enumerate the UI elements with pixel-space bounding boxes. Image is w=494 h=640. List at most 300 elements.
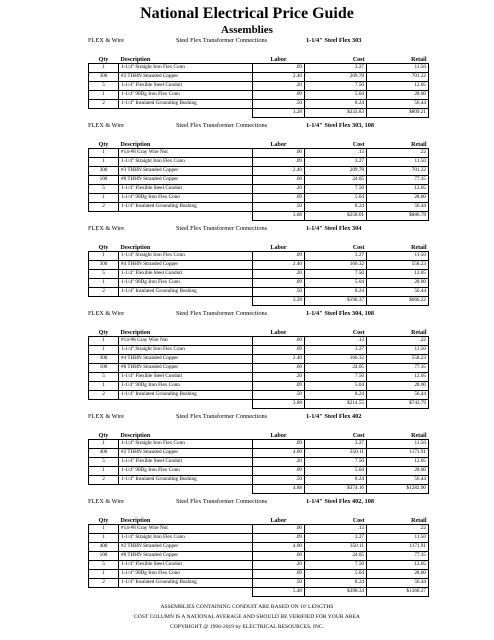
labor-cell: .09 bbox=[253, 570, 305, 579]
table-row bbox=[89, 64, 429, 73]
column-header-labor: Labor bbox=[270, 142, 287, 148]
labor-cell: .00 bbox=[253, 525, 305, 534]
labor-cell: 2.40 bbox=[253, 167, 305, 176]
column-header-retail: Retail bbox=[411, 57, 427, 63]
cost-cell: 7.50 bbox=[305, 82, 367, 91]
total-cost-cell: $398.34 bbox=[305, 588, 367, 597]
labor-cell: .20 bbox=[253, 458, 305, 467]
assembly-table bbox=[88, 53, 429, 118]
table-header-row bbox=[89, 241, 429, 252]
table-row bbox=[89, 458, 429, 467]
cost-cell: 8.24 bbox=[305, 391, 367, 400]
description-cell: #14-#8 Gray Wire Nut bbox=[119, 337, 253, 346]
footer-line-2: COST COLUMN IS A NATIONAL AVERAGE AND SHOULD BE VERIFIED FOR YOUR AREA bbox=[134, 614, 360, 620]
section-name: 1-1/4" Steel Flex 303 bbox=[306, 37, 362, 44]
section-description: Steel Flex Transformer Connections bbox=[176, 310, 268, 317]
section-header bbox=[88, 498, 408, 509]
cost-cell: 5.04 bbox=[305, 91, 367, 100]
retail-cell: 12.05 bbox=[367, 561, 429, 570]
qty-cell: 1 bbox=[89, 91, 119, 100]
retail-cell: 11.50 bbox=[367, 346, 429, 355]
total-row bbox=[89, 485, 429, 494]
column-header-labor: Labor bbox=[270, 57, 287, 63]
table-row bbox=[89, 449, 429, 458]
table-row bbox=[89, 270, 429, 279]
qty-cell: 100 bbox=[89, 364, 119, 373]
retail-cell: 11.50 bbox=[367, 440, 429, 449]
cost-cell: 24.05 bbox=[305, 552, 367, 561]
description-cell: #3 THHN Stranded Copper bbox=[119, 167, 253, 176]
retail-cell: 12.05 bbox=[367, 82, 429, 91]
cost-cell: 350.11 bbox=[305, 449, 367, 458]
retail-cell: 11.50 bbox=[367, 252, 429, 261]
labor-cell: 4.00 bbox=[253, 543, 305, 552]
column-header-cost: Cost bbox=[352, 518, 365, 524]
table-row bbox=[89, 82, 429, 91]
description-cell: 1-1/4" Insulated Grounding Bushing bbox=[119, 476, 253, 485]
total-cost-cell: $214.55 bbox=[305, 400, 367, 409]
page-subtitle: Assemblies bbox=[221, 24, 273, 36]
total-cost-cell: $374.16 bbox=[305, 485, 367, 494]
section-name: 1-1/4" Steel Flex 304, 108 bbox=[306, 310, 375, 317]
retail-cell: 11.50 bbox=[367, 534, 429, 543]
total-row bbox=[89, 212, 429, 221]
qty-cell: 300 bbox=[89, 167, 119, 176]
description-cell: #4 THHN Stranded Copper bbox=[119, 261, 253, 270]
column-header-retail: Retail bbox=[411, 518, 427, 524]
blank-cell bbox=[89, 297, 119, 306]
labor-cell: .09 bbox=[253, 440, 305, 449]
cost-cell: 24.05 bbox=[305, 176, 367, 185]
cost-cell: 7.50 bbox=[305, 185, 367, 194]
blank-cell bbox=[119, 212, 253, 221]
description-cell: #8 THHN Stranded Copper bbox=[119, 364, 253, 373]
total-retail-cell: $809.21 bbox=[367, 109, 429, 118]
description-cell: 1-1/4" Straight Iron Flex Conn bbox=[119, 64, 253, 73]
cost-cell: 5.04 bbox=[305, 570, 367, 579]
retail-cell: 56.44 bbox=[367, 579, 429, 588]
cost-cell: 3.27 bbox=[305, 534, 367, 543]
retail-cell: 701.22 bbox=[367, 167, 429, 176]
qty-cell: 400 bbox=[89, 543, 119, 552]
qty-cell: 1 bbox=[89, 570, 119, 579]
total-retail-cell: $886.78 bbox=[367, 212, 429, 221]
description-cell: 1-1/4" Flexible Steel Conduit bbox=[119, 270, 253, 279]
retail-cell: 558.23 bbox=[367, 355, 429, 364]
description-cell: 1-1/4" Insulated Grounding Bushing bbox=[119, 203, 253, 212]
qty-cell: 2 bbox=[89, 203, 119, 212]
retail-cell: 28.00 bbox=[367, 91, 429, 100]
blank-cell bbox=[119, 588, 253, 597]
table-row bbox=[89, 337, 429, 346]
description-cell: 1-1/4" Insulated Grounding Bushing bbox=[119, 100, 253, 109]
table-row bbox=[89, 158, 429, 167]
qty-cell: 1 bbox=[89, 252, 119, 261]
qty-cell: 1 bbox=[89, 382, 119, 391]
table-row bbox=[89, 570, 429, 579]
column-header-qty: Qty bbox=[98, 518, 109, 524]
labor-cell: .09 bbox=[253, 382, 305, 391]
description-cell: #14-#8 Gray Wire Nut bbox=[119, 149, 253, 158]
total-row bbox=[89, 297, 429, 306]
table-row bbox=[89, 261, 429, 270]
section-name: 1-1/4" Steel Flex 304 bbox=[306, 225, 362, 232]
retail-cell: 77.35 bbox=[367, 176, 429, 185]
labor-cell: .09 bbox=[253, 64, 305, 73]
description-cell: 1-1/4" Flexible Steel Conduit bbox=[119, 561, 253, 570]
assembly-table bbox=[88, 241, 429, 306]
retail-cell: 28.00 bbox=[367, 382, 429, 391]
section-description: Steel Flex Transformer Connections bbox=[176, 37, 268, 44]
section-description: Steel Flex Transformer Connections bbox=[176, 498, 268, 505]
total-retail-cell: $666.22 bbox=[367, 297, 429, 306]
blank-cell bbox=[89, 109, 119, 118]
labor-cell: .09 bbox=[253, 91, 305, 100]
description-cell: 1-1/4" 90Dg Iron Flex Conn bbox=[119, 570, 253, 579]
table-row bbox=[89, 561, 429, 570]
column-header-cost: Cost bbox=[352, 142, 365, 148]
total-row bbox=[89, 109, 429, 118]
total-labor-cell: 3.28 bbox=[253, 297, 305, 306]
assembly-table bbox=[88, 514, 429, 597]
footer-line-1: ASSEMBLIES CONTAINING CONDUIT ARE BASED ON 10' LENGTHS bbox=[160, 604, 334, 610]
qty-cell: 1 bbox=[89, 467, 119, 476]
column-header-labor: Labor bbox=[270, 245, 287, 251]
column-header-cost: Cost bbox=[352, 330, 365, 336]
column-header-retail: Retail bbox=[411, 142, 427, 148]
cost-cell: 7.50 bbox=[305, 270, 367, 279]
cost-cell: 8.24 bbox=[305, 579, 367, 588]
blank-cell bbox=[89, 588, 119, 597]
description-cell: #14-#8 Gray Wire Nut bbox=[119, 525, 253, 534]
cost-cell: 3.27 bbox=[305, 158, 367, 167]
description-cell: #2 THHN Stranded Copper bbox=[119, 543, 253, 552]
qty-cell: 5 bbox=[89, 458, 119, 467]
qty-cell: 1 bbox=[89, 525, 119, 534]
retail-cell: 1171.91 bbox=[367, 449, 429, 458]
column-header-labor: Labor bbox=[270, 330, 287, 336]
cost-cell: 166.32 bbox=[305, 261, 367, 270]
blank-cell bbox=[89, 212, 119, 221]
table-row bbox=[89, 252, 429, 261]
description-cell: 1-1/4" 90Dg Iron Flex Conn bbox=[119, 279, 253, 288]
cost-cell: 7.50 bbox=[305, 373, 367, 382]
table-row bbox=[89, 382, 429, 391]
table-row bbox=[89, 194, 429, 203]
section-header bbox=[88, 310, 408, 321]
table-header-row bbox=[89, 138, 429, 149]
qty-cell: 1 bbox=[89, 194, 119, 203]
qty-cell: 2 bbox=[89, 100, 119, 109]
labor-cell: .50 bbox=[253, 391, 305, 400]
section-category: FLEX & Wire bbox=[88, 310, 125, 317]
table-header-row bbox=[89, 326, 429, 337]
total-retail-cell: $1360.27 bbox=[367, 588, 429, 597]
section-description: Steel Flex Transformer Connections bbox=[176, 122, 268, 129]
labor-cell: .20 bbox=[253, 270, 305, 279]
column-header-labor: Labor bbox=[270, 433, 287, 439]
column-header-retail: Retail bbox=[411, 433, 427, 439]
description-cell: #8 THHN Stranded Copper bbox=[119, 552, 253, 561]
qty-cell: 1 bbox=[89, 337, 119, 346]
section-category: FLEX & Wire bbox=[88, 122, 125, 129]
table-row bbox=[89, 476, 429, 485]
column-header-labor: Labor bbox=[270, 518, 287, 524]
retail-cell: 56.44 bbox=[367, 100, 429, 109]
section-category: FLEX & Wire bbox=[88, 225, 125, 232]
section-description: Steel Flex Transformer Connections bbox=[176, 413, 268, 420]
retail-cell: 558.23 bbox=[367, 261, 429, 270]
labor-cell: .09 bbox=[253, 158, 305, 167]
labor-cell: .09 bbox=[253, 467, 305, 476]
total-labor-cell: 5.48 bbox=[253, 588, 305, 597]
column-header-cost: Cost bbox=[352, 433, 365, 439]
retail-cell: 12.05 bbox=[367, 373, 429, 382]
labor-cell: .20 bbox=[253, 373, 305, 382]
total-row bbox=[89, 400, 429, 409]
column-header-cost: Cost bbox=[352, 245, 365, 251]
retail-cell: 12.05 bbox=[367, 270, 429, 279]
cost-cell: 5.04 bbox=[305, 194, 367, 203]
labor-cell: .20 bbox=[253, 185, 305, 194]
labor-cell: .09 bbox=[253, 346, 305, 355]
description-cell: 1-1/4" 90Dg Iron Flex Conn bbox=[119, 467, 253, 476]
cost-cell: .13 bbox=[305, 337, 367, 346]
section-header bbox=[88, 37, 408, 48]
cost-cell: 166.32 bbox=[305, 355, 367, 364]
description-cell: 1-1/4" Flexible Steel Conduit bbox=[119, 458, 253, 467]
labor-cell: .50 bbox=[253, 579, 305, 588]
column-header-desc: Description bbox=[120, 245, 151, 251]
cost-cell: 8.24 bbox=[305, 100, 367, 109]
table-header-row bbox=[89, 429, 429, 440]
footer-line-3: COPYRIGHT @ 1996-2019 by ELECTRICAL RESOURCES, INC. bbox=[169, 624, 324, 630]
cost-cell: 8.24 bbox=[305, 288, 367, 297]
qty-cell: 2 bbox=[89, 288, 119, 297]
table-row bbox=[89, 543, 429, 552]
qty-cell: 100 bbox=[89, 176, 119, 185]
qty-cell: 400 bbox=[89, 449, 119, 458]
description-cell: 1-1/4" Flexible Steel Conduit bbox=[119, 373, 253, 382]
qty-cell: 300 bbox=[89, 355, 119, 364]
table-row bbox=[89, 203, 429, 212]
labor-cell: .50 bbox=[253, 288, 305, 297]
cost-cell: .13 bbox=[305, 149, 367, 158]
qty-cell: 1 bbox=[89, 440, 119, 449]
cost-cell: 24.05 bbox=[305, 364, 367, 373]
total-cost-cell: $258.01 bbox=[305, 212, 367, 221]
qty-cell: 2 bbox=[89, 579, 119, 588]
cost-cell: 209.78 bbox=[305, 167, 367, 176]
labor-cell: .50 bbox=[253, 203, 305, 212]
qty-cell: 1 bbox=[89, 64, 119, 73]
table-header-row bbox=[89, 514, 429, 525]
column-header-retail: Retail bbox=[411, 330, 427, 336]
labor-cell: .50 bbox=[253, 476, 305, 485]
assembly-table bbox=[88, 326, 429, 409]
blank-cell bbox=[119, 485, 253, 494]
table-row bbox=[89, 346, 429, 355]
description-cell: 1-1/4" Straight Iron Flex Conn bbox=[119, 158, 253, 167]
labor-cell: 2.40 bbox=[253, 73, 305, 82]
table-row bbox=[89, 552, 429, 561]
cost-cell: 3.27 bbox=[305, 440, 367, 449]
column-header-qty: Qty bbox=[98, 330, 109, 336]
description-cell: 1-1/4" Flexible Steel Conduit bbox=[119, 82, 253, 91]
description-cell: 1-1/4" Insulated Grounding Bushing bbox=[119, 288, 253, 297]
description-cell: 1-1/4" Straight Iron Flex Conn bbox=[119, 440, 253, 449]
section-category: FLEX & Wire bbox=[88, 413, 125, 420]
retail-cell: 12.05 bbox=[367, 458, 429, 467]
assembly-sections bbox=[88, 37, 427, 601]
table-row bbox=[89, 100, 429, 109]
column-header-qty: Qty bbox=[98, 142, 109, 148]
total-cost-cell: $233.83 bbox=[305, 109, 367, 118]
qty-cell: 100 bbox=[89, 552, 119, 561]
qty-cell: 5 bbox=[89, 270, 119, 279]
retail-cell: 56.44 bbox=[367, 476, 429, 485]
labor-cell: .09 bbox=[253, 194, 305, 203]
blank-cell bbox=[119, 109, 253, 118]
retail-cell: 28.00 bbox=[367, 570, 429, 579]
labor-cell: .60 bbox=[253, 364, 305, 373]
total-labor-cell: 4.88 bbox=[253, 485, 305, 494]
labor-cell: .50 bbox=[253, 100, 305, 109]
cost-cell: 5.04 bbox=[305, 382, 367, 391]
qty-cell: 5 bbox=[89, 185, 119, 194]
cost-cell: 3.27 bbox=[305, 64, 367, 73]
labor-cell: .09 bbox=[253, 534, 305, 543]
column-header-desc: Description bbox=[120, 142, 151, 148]
labor-cell: .20 bbox=[253, 561, 305, 570]
retail-cell: 1171.91 bbox=[367, 543, 429, 552]
labor-cell: .60 bbox=[253, 176, 305, 185]
table-row bbox=[89, 176, 429, 185]
table-row bbox=[89, 279, 429, 288]
description-cell: 1-1/4" 90Dg Iron Flex Conn bbox=[119, 91, 253, 100]
table-row bbox=[89, 373, 429, 382]
qty-cell: 1 bbox=[89, 279, 119, 288]
cost-cell: 8.24 bbox=[305, 203, 367, 212]
section-description: Steel Flex Transformer Connections bbox=[176, 225, 268, 232]
column-header-desc: Description bbox=[120, 518, 151, 524]
table-row bbox=[89, 167, 429, 176]
table-row bbox=[89, 579, 429, 588]
total-cost-cell: $190.37 bbox=[305, 297, 367, 306]
retail-cell: .22 bbox=[367, 525, 429, 534]
description-cell: #8 THHN Stranded Copper bbox=[119, 176, 253, 185]
cost-cell: 209.78 bbox=[305, 73, 367, 82]
qty-cell: 5 bbox=[89, 373, 119, 382]
retail-cell: 701.22 bbox=[367, 73, 429, 82]
retail-cell: .22 bbox=[367, 149, 429, 158]
retail-cell: .22 bbox=[367, 337, 429, 346]
description-cell: 1-1/4" Flexible Steel Conduit bbox=[119, 185, 253, 194]
retail-cell: 56.44 bbox=[367, 203, 429, 212]
total-labor-cell: 3.88 bbox=[253, 212, 305, 221]
qty-cell: 5 bbox=[89, 82, 119, 91]
qty-cell: 300 bbox=[89, 261, 119, 270]
section-name: 1-1/4" Steel Flex 402, 108 bbox=[306, 498, 375, 505]
retail-cell: 77.35 bbox=[367, 364, 429, 373]
qty-cell: 1 bbox=[89, 534, 119, 543]
labor-cell: .00 bbox=[253, 337, 305, 346]
column-header-qty: Qty bbox=[98, 57, 109, 63]
column-header-desc: Description bbox=[120, 433, 151, 439]
column-header-desc: Description bbox=[120, 57, 151, 63]
section-category: FLEX & Wire bbox=[88, 37, 125, 44]
qty-cell: 1 bbox=[89, 346, 119, 355]
labor-cell: 2.40 bbox=[253, 355, 305, 364]
table-row bbox=[89, 149, 429, 158]
labor-cell: .60 bbox=[253, 552, 305, 561]
description-cell: #4 THHN Stranded Copper bbox=[119, 355, 253, 364]
table-row bbox=[89, 288, 429, 297]
qty-cell: 2 bbox=[89, 476, 119, 485]
table-row bbox=[89, 534, 429, 543]
table-header-row bbox=[89, 53, 429, 64]
section-name: 1-1/4" Steel Flex 402 bbox=[306, 413, 362, 420]
column-header-qty: Qty bbox=[98, 245, 109, 251]
description-cell: 1-1/4" 90Dg Iron Flex Conn bbox=[119, 382, 253, 391]
blank-cell bbox=[119, 400, 253, 409]
table-row bbox=[89, 185, 429, 194]
total-retail-cell: $1282.90 bbox=[367, 485, 429, 494]
cost-cell: 5.04 bbox=[305, 279, 367, 288]
cost-cell: 8.24 bbox=[305, 476, 367, 485]
cost-cell: .13 bbox=[305, 525, 367, 534]
blank-cell bbox=[119, 297, 253, 306]
table-row bbox=[89, 467, 429, 476]
cost-cell: 350.11 bbox=[305, 543, 367, 552]
qty-cell: 5 bbox=[89, 561, 119, 570]
section-header bbox=[88, 122, 408, 133]
table-row bbox=[89, 364, 429, 373]
section-name: 1-1/4" Steel Flex 303, 108 bbox=[306, 122, 375, 129]
table-row bbox=[89, 440, 429, 449]
cost-cell: 5.04 bbox=[305, 467, 367, 476]
labor-cell: .09 bbox=[253, 252, 305, 261]
qty-cell: 2 bbox=[89, 391, 119, 400]
description-cell: 1-1/4" Straight Iron Flex Conn bbox=[119, 252, 253, 261]
labor-cell: .20 bbox=[253, 82, 305, 91]
cost-cell: 7.50 bbox=[305, 561, 367, 570]
description-cell: 1-1/4" 90Dg Iron Flex Conn bbox=[119, 194, 253, 203]
retail-cell: 28.00 bbox=[367, 194, 429, 203]
qty-cell: 300 bbox=[89, 73, 119, 82]
total-labor-cell: 3.28 bbox=[253, 109, 305, 118]
retail-cell: 77.35 bbox=[367, 552, 429, 561]
description-cell: #2 THHN Stranded Copper bbox=[119, 449, 253, 458]
total-labor-cell: 3.88 bbox=[253, 400, 305, 409]
qty-cell: 1 bbox=[89, 149, 119, 158]
description-cell: 1-1/4" Straight Iron Flex Conn bbox=[119, 534, 253, 543]
retail-cell: 28.00 bbox=[367, 467, 429, 476]
retail-cell: 11.50 bbox=[367, 158, 429, 167]
total-retail-cell: $743.79 bbox=[367, 400, 429, 409]
cost-cell: 3.27 bbox=[305, 346, 367, 355]
column-header-cost: Cost bbox=[352, 57, 365, 63]
table-row bbox=[89, 355, 429, 364]
assembly-table bbox=[88, 429, 429, 494]
page-title: National Electrical Price Guide bbox=[140, 5, 354, 22]
section-header bbox=[88, 413, 408, 424]
labor-cell: 2.40 bbox=[253, 261, 305, 270]
retail-cell: 56.44 bbox=[367, 391, 429, 400]
blank-cell bbox=[89, 485, 119, 494]
qty-cell: 1 bbox=[89, 158, 119, 167]
cost-cell: 7.50 bbox=[305, 458, 367, 467]
